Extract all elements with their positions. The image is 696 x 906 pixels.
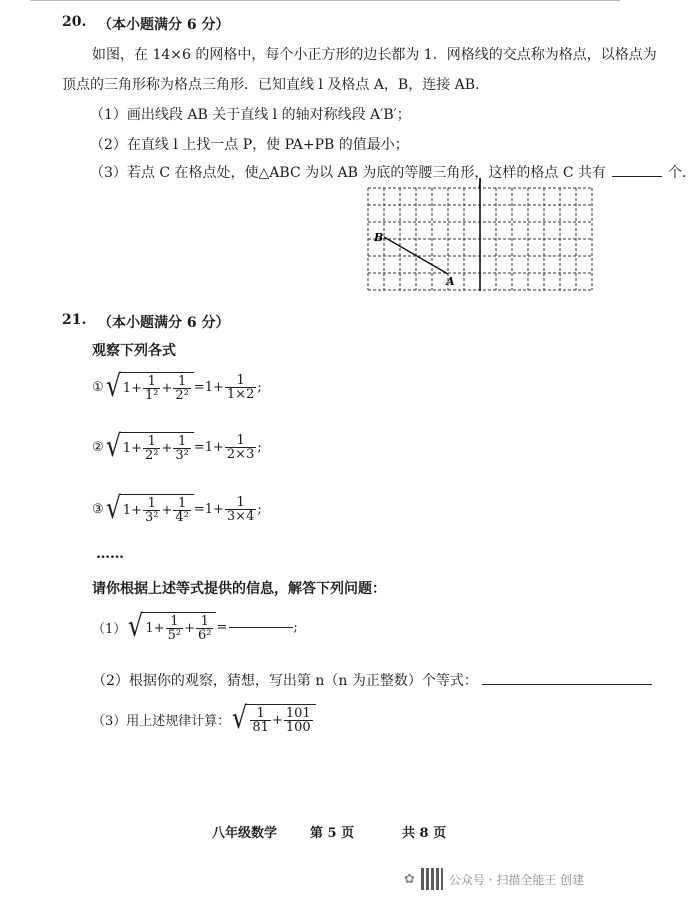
line-l-label: l xyxy=(478,178,482,191)
q20-part3: （3）若点 C 在格点处，使△ABC 为以 AB 为底的等腰三角形，这样的格点 C 共有 个． xyxy=(90,165,696,181)
q20-intro-line2: 顶点的三角形称为格点三角形．已知直线 l 及格点 A，B，连接 AB． xyxy=(62,77,490,93)
footer-subject: 八年级数学 xyxy=(212,826,278,841)
q21-part1: （1） √ 1 + $\frac{1}{\text{5²}}$ + $\frac{1}{\text{6²}}$ = ; xyxy=(92,609,298,644)
footer-page: 第 5 页 xyxy=(310,826,355,841)
qr-code-icon xyxy=(421,868,443,890)
q20-score: （本小题满分 6 分） xyxy=(98,17,230,33)
footer-total: 共 8 页 xyxy=(402,826,447,841)
q20-number: 20. xyxy=(62,14,87,30)
q21-ellipsis: …… xyxy=(96,546,124,562)
wechat-icon: ✿ xyxy=(404,871,415,887)
watermark: ✿ 公众号 · 扫描全能王 创建 xyxy=(404,868,584,890)
q20-intro-line1: 如图，在 14×6 的网格中，每个小正方形的边长都为 1．网格线的交点称为格点，以格点为 xyxy=(92,47,657,63)
q21-number: 21. xyxy=(62,312,87,328)
q20-part2: （2）在直线 l 上找一点 P，使 PA+PB 的值最小； xyxy=(90,137,409,153)
q21-instruction: 请你根据上述等式提供的信息，解答下列问题： xyxy=(92,581,386,597)
top-border xyxy=(30,0,620,1)
point-a-label: A xyxy=(446,275,455,288)
point-b-label: B xyxy=(374,231,384,244)
q21-eq-1: ① √ 1 + $\frac{1}{\text{1²}}$ + $\frac{1}{\text{2²}}$ =1+ $\frac{1}{1\times 2}$ ; xyxy=(92,369,262,404)
q21-eq-3: ③ √ 1 + $\frac{1}{\text{3²}}$ + $\frac{1}{\text{4²}}$ =1+ $\frac{1}{3\times 4}$ ; xyxy=(92,491,262,526)
q21-observe: 观察下列各式 xyxy=(92,343,176,359)
q21-eq-2: ② √ 1 + $\frac{1}{\text{2²}}$ + $\frac{1}{\text{3²}}$ =1+ $\frac{1}{2\times 3}$ ; xyxy=(92,429,262,464)
q20-part1: （1）画出线段 AB 关于直线 l 的轴对称线段 A′B′； xyxy=(90,107,411,123)
q20-grid-figure xyxy=(360,176,610,296)
q21-score: （本小题满分 6 分） xyxy=(98,315,230,331)
q21-part2: （2）根据你的观察，猜想，写出第 n（n 为正整数）个等式： xyxy=(92,670,652,690)
q21-part3: （3）用上述规律计算： √ $\frac{1}{81}$ + $\frac{101}{100}$ xyxy=(92,704,316,734)
